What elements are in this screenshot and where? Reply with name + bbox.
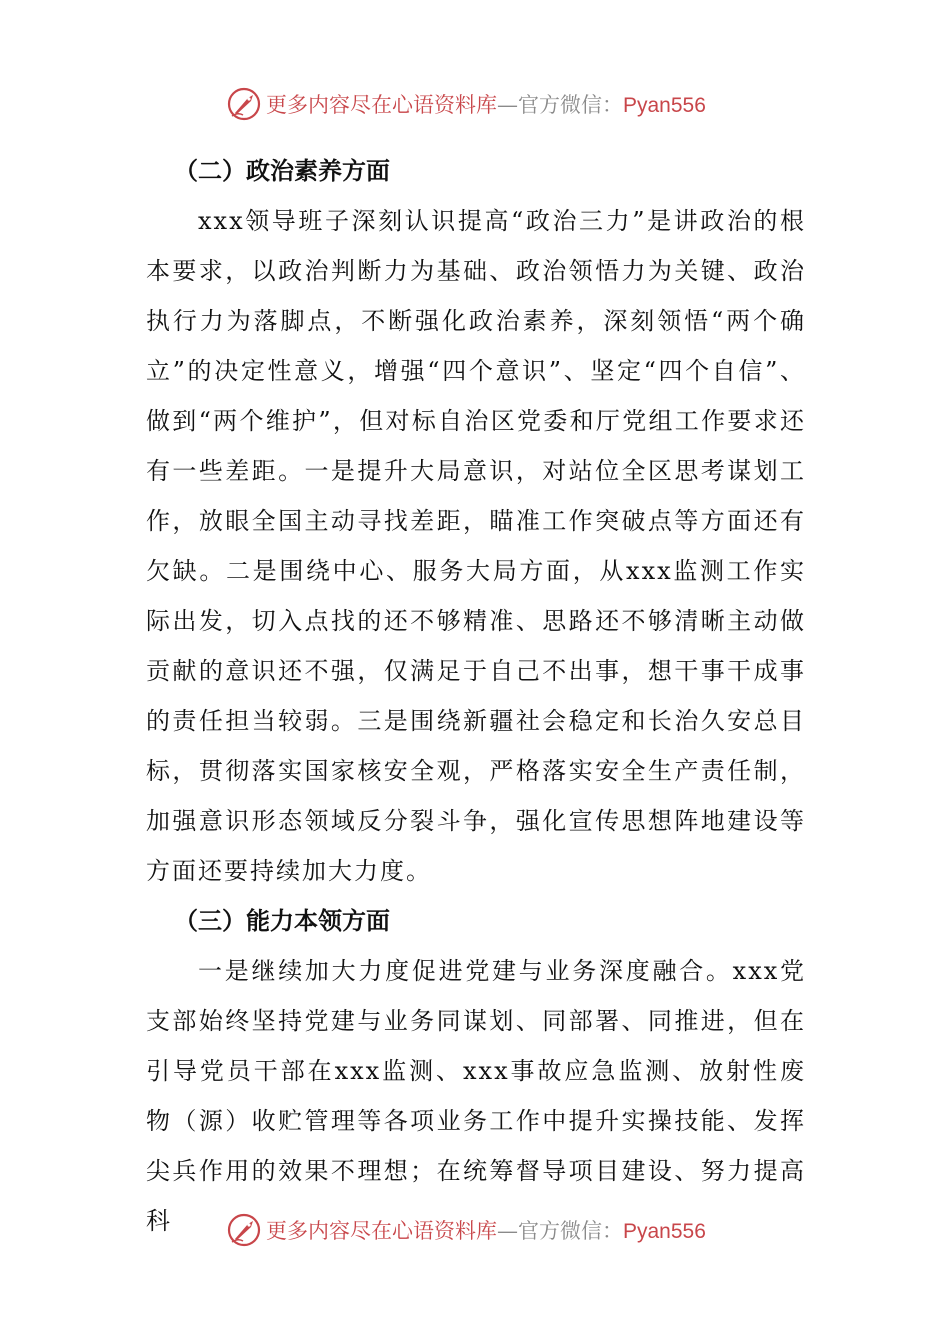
pen-nib-icon <box>226 86 262 122</box>
banner-text <box>266 89 706 119</box>
banner-wechat-label: 官方微信： <box>518 93 623 117</box>
pen-nib-icon <box>226 1212 262 1248</box>
banner-wechat-label: 官方微信： <box>518 1219 623 1243</box>
banner-wechat-id: Pyan556 <box>623 94 706 117</box>
paragraph-ability: 一是继续加大力度促进党建与业务深度融合。xxx党支部始终坚持党建与业务同谋划、同部署、同推进，但在引导党员干部在xxx监测、xxx事故应急监测、放射性废物（源）收贮管理等各项业务工作中提升实操技能、发挥尖兵作用的效果不理想；在统筹督导项目建设、努力提高科 <box>146 957 806 1235</box>
section-heading-ability: （三）能力本领方面 <box>174 907 390 935</box>
banner-text <box>266 1215 706 1245</box>
header-banner <box>226 84 706 124</box>
banner-wechat-id: Pyan556 <box>623 1220 706 1243</box>
banner-brand: 更多内容尽在心语资料库 <box>266 1219 497 1243</box>
paragraph-political: xxx领导班子深刻认识提高“政治三力”是讲政治的根本要求，以政治判断力为基础、政治领悟力为关键、政治执行力为落脚点，不断强化政治素养，深刻领悟“两个确立”的决定性意义，增强“四个意识”、坚定“四个自信”、做到“两个维护”，但对标自治区党委和厅党组工作要求还有一些差距。一是提升大局意识，对站位全区思考谋划工作，放眼全国主动寻找差距，瞄准工作突破点等方面还有欠缺。二是围绕中心、服务大局方面，从xxx监测工作实际出发，切入点找的还不够精准、思路还不够清晰主动做贡献的意识还不强，仅满足于自己不出事，想干事干成事的责任担当较弱。三是围绕新疆社会稳定和长治久安总目标，贯彻落实国家核安全观，严格落实安全生产责任制，加强意识形态领域反分裂斗争，强化宣传思想阵地建设等方面还要持续加大力度。 <box>146 207 806 885</box>
footer-banner <box>226 1210 706 1250</box>
banner-dash: — <box>497 1219 518 1243</box>
document-body <box>146 146 806 1246</box>
banner-brand: 更多内容尽在心语资料库 <box>266 93 497 117</box>
banner-dash: — <box>497 93 518 117</box>
section-heading-political: （二）政治素养方面 <box>174 157 390 185</box>
